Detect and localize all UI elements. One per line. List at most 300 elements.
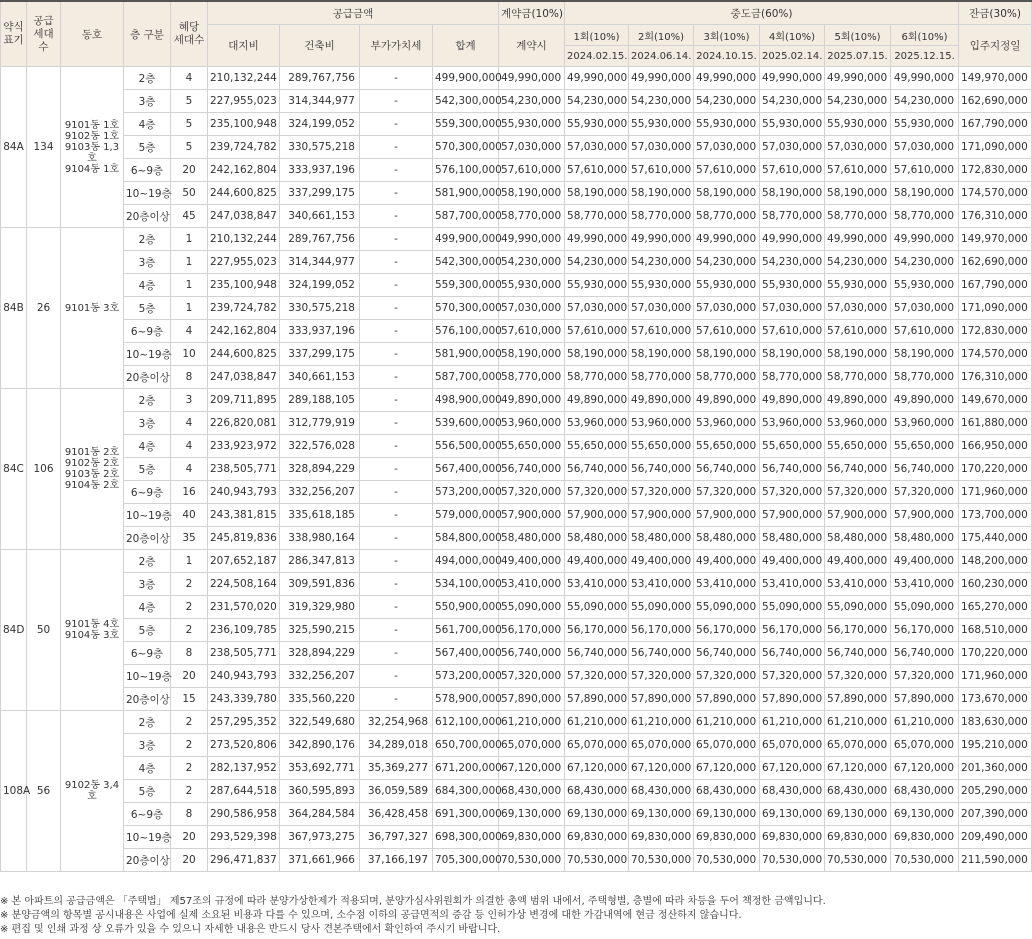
installment-cell: 68,430,000 [891, 780, 959, 803]
contract-cell: 55,930,000 [499, 274, 565, 297]
installment-cell: 56,170,000 [565, 619, 629, 642]
land-cell: 243,339,780 [208, 688, 280, 711]
installment-cell: 57,320,000 [760, 665, 825, 688]
installment-cell: 57,890,000 [629, 688, 694, 711]
floor-cell: 2층 [124, 711, 171, 734]
installment-cell: 69,130,000 [825, 803, 891, 826]
floor-cell: 3층 [124, 251, 171, 274]
vat-cell: - [360, 504, 433, 527]
balance-cell: 173,670,000 [959, 688, 1032, 711]
installment-cell: 57,320,000 [565, 665, 629, 688]
vat-cell: - [360, 251, 433, 274]
vat-cell: - [360, 389, 433, 412]
land-cell: 290,586,958 [208, 803, 280, 826]
land-cell: 247,038,847 [208, 205, 280, 228]
building-cell: 360,595,893 [280, 780, 360, 803]
balance-cell: 172,830,000 [959, 159, 1032, 182]
table-row [1, 205, 1032, 228]
installment-cell: 58,770,000 [760, 205, 825, 228]
installment-cell: 53,960,000 [891, 412, 959, 435]
installment-cell: 58,190,000 [629, 343, 694, 366]
total-cell: 570,300,000 [433, 136, 499, 159]
vat-cell: - [360, 182, 433, 205]
benefit-units-cell: 4 [171, 320, 208, 343]
balance-cell: 162,690,000 [959, 90, 1032, 113]
installment-cell: 68,430,000 [694, 780, 760, 803]
floor-cell: 2층 [124, 67, 171, 90]
installment-cell: 58,190,000 [629, 182, 694, 205]
building-cell: 330,575,218 [280, 136, 360, 159]
installment-cell: 53,960,000 [694, 412, 760, 435]
benefit-units-cell: 5 [171, 136, 208, 159]
installment-cell: 57,610,000 [891, 320, 959, 343]
table-row [1, 619, 1032, 642]
contract-cell: 49,400,000 [499, 550, 565, 573]
table-row [1, 780, 1032, 803]
balance-cell: 166,950,000 [959, 435, 1032, 458]
floor-cell: 3층 [124, 412, 171, 435]
installment-cell: 70,530,000 [629, 849, 694, 872]
table-row [1, 481, 1032, 504]
total-cell: 499,900,000 [433, 67, 499, 90]
land-cell: 247,038,847 [208, 366, 280, 389]
vat-cell: 36,428,458 [360, 803, 433, 826]
installment-cell: 69,830,000 [891, 826, 959, 849]
total-cell: 494,000,000 [433, 550, 499, 573]
contract-cell: 55,090,000 [499, 596, 565, 619]
installment-cell: 55,930,000 [891, 274, 959, 297]
installment-cell: 56,740,000 [565, 642, 629, 665]
vat-cell: - [360, 90, 433, 113]
installment-cell: 57,890,000 [760, 688, 825, 711]
table-row [1, 435, 1032, 458]
installment-cell: 55,930,000 [694, 113, 760, 136]
installment-cell: 56,740,000 [760, 458, 825, 481]
installment-cell: 57,610,000 [565, 320, 629, 343]
balance-cell: 209,490,000 [959, 826, 1032, 849]
installment-cell: 58,480,000 [694, 527, 760, 550]
vat-cell: 32,254,968 [360, 711, 433, 734]
contract-cell: 70,530,000 [499, 849, 565, 872]
balance-cell: 207,390,000 [959, 803, 1032, 826]
installment-cell: 56,740,000 [760, 642, 825, 665]
table-row [1, 826, 1032, 849]
benefit-units-cell: 1 [171, 251, 208, 274]
floor-cell: 10~19층 [124, 343, 171, 366]
header-floor: 층 구분 [124, 1, 171, 67]
vat-cell: - [360, 297, 433, 320]
floor-cell: 5층 [124, 780, 171, 803]
installment-cell: 49,990,000 [891, 228, 959, 251]
floor-cell: 10~19층 [124, 665, 171, 688]
installment-cell: 57,610,000 [629, 320, 694, 343]
total-cell: 498,900,000 [433, 389, 499, 412]
installment-cell: 57,610,000 [760, 320, 825, 343]
table-row [1, 136, 1032, 159]
total-cell: 684,300,000 [433, 780, 499, 803]
contract-cell: 61,210,000 [499, 711, 565, 734]
benefit-units-cell: 40 [171, 504, 208, 527]
header-dong: 동호 [61, 1, 124, 67]
installment-cell: 57,320,000 [891, 665, 959, 688]
installment-cell: 49,890,000 [565, 389, 629, 412]
vat-cell: - [360, 481, 433, 504]
table-row [1, 711, 1032, 734]
table-row [1, 412, 1032, 435]
table-row [1, 90, 1032, 113]
installment-cell: 49,400,000 [629, 550, 694, 573]
header-installment-label: 6회(10%) [891, 25, 959, 46]
installment-cell: 65,070,000 [891, 734, 959, 757]
table-row [1, 228, 1032, 251]
installment-cell: 58,770,000 [565, 205, 629, 228]
total-cell: 576,100,000 [433, 159, 499, 182]
table-row [1, 113, 1032, 136]
installment-cell: 55,090,000 [825, 596, 891, 619]
total-cell: 576,100,000 [433, 320, 499, 343]
installment-cell: 61,210,000 [694, 711, 760, 734]
land-cell: 231,570,020 [208, 596, 280, 619]
contract-cell: 57,030,000 [499, 136, 565, 159]
installment-cell: 58,770,000 [760, 366, 825, 389]
total-cell: 584,800,000 [433, 527, 499, 550]
contract-cell: 65,070,000 [499, 734, 565, 757]
installment-cell: 57,900,000 [825, 504, 891, 527]
building-cell: 312,779,919 [280, 412, 360, 435]
building-cell: 314,344,977 [280, 90, 360, 113]
land-cell: 209,711,895 [208, 389, 280, 412]
vat-cell: 37,166,197 [360, 849, 433, 872]
land-cell: 282,137,952 [208, 757, 280, 780]
header-land: 대지비 [208, 25, 280, 67]
balance-cell: 176,310,000 [959, 205, 1032, 228]
benefit-units-cell: 35 [171, 527, 208, 550]
installment-cell: 57,030,000 [760, 297, 825, 320]
installment-cell: 55,930,000 [565, 113, 629, 136]
units-cell: 50 [27, 550, 61, 711]
benefit-units-cell: 2 [171, 596, 208, 619]
land-cell: 239,724,782 [208, 297, 280, 320]
installment-cell: 57,900,000 [891, 504, 959, 527]
land-cell: 210,132,244 [208, 228, 280, 251]
header-installment-label: 4회(10%) [760, 25, 825, 46]
installment-cell: 57,030,000 [629, 136, 694, 159]
header-total: 합계 [433, 25, 499, 67]
building-cell: 328,894,229 [280, 458, 360, 481]
floor-cell: 5층 [124, 458, 171, 481]
installment-cell: 57,320,000 [760, 481, 825, 504]
floor-cell: 6~9층 [124, 320, 171, 343]
vat-cell: - [360, 665, 433, 688]
benefit-units-cell: 20 [171, 826, 208, 849]
table-row [1, 251, 1032, 274]
installment-cell: 49,890,000 [825, 389, 891, 412]
installment-cell: 54,230,000 [565, 90, 629, 113]
building-cell: 335,618,185 [280, 504, 360, 527]
balance-cell: 174,570,000 [959, 343, 1032, 366]
header-installment-date: 2024.02.15. [565, 46, 629, 67]
benefit-units-cell: 16 [171, 481, 208, 504]
balance-cell: 175,440,000 [959, 527, 1032, 550]
floor-cell: 2층 [124, 228, 171, 251]
installment-cell: 49,990,000 [629, 67, 694, 90]
land-cell: 227,955,023 [208, 251, 280, 274]
type-cell: 84B [1, 228, 27, 389]
header-installment-label: 5회(10%) [825, 25, 891, 46]
installment-cell: 55,090,000 [891, 596, 959, 619]
installment-cell: 53,960,000 [825, 412, 891, 435]
contract-cell: 54,230,000 [499, 90, 565, 113]
installment-cell: 68,430,000 [760, 780, 825, 803]
balance-cell: 170,220,000 [959, 642, 1032, 665]
table-header [1, 1, 1032, 67]
installment-cell: 58,190,000 [825, 343, 891, 366]
header-balance: 잔금(30%) [959, 1, 1032, 25]
dong-cell: 9101동 1호 9102동 1호 9103동 1,3호 9104동 1호 [61, 67, 124, 228]
building-cell: 289,767,756 [280, 67, 360, 90]
floor-cell: 5층 [124, 297, 171, 320]
vat-cell: - [360, 435, 433, 458]
building-cell: 324,199,052 [280, 274, 360, 297]
floor-cell: 10~19층 [124, 826, 171, 849]
installment-cell: 58,770,000 [694, 366, 760, 389]
installment-cell: 55,930,000 [760, 274, 825, 297]
installment-cell: 49,890,000 [760, 389, 825, 412]
installment-cell: 55,090,000 [694, 596, 760, 619]
installment-cell: 57,320,000 [891, 481, 959, 504]
land-cell: 235,100,948 [208, 113, 280, 136]
contract-cell: 58,770,000 [499, 205, 565, 228]
table-row [1, 527, 1032, 550]
installment-cell: 56,740,000 [891, 458, 959, 481]
header-supply-price: 공급금액 [208, 1, 499, 25]
table-row [1, 596, 1032, 619]
installment-cell: 70,530,000 [565, 849, 629, 872]
land-cell: 293,529,398 [208, 826, 280, 849]
dong-cell: 9101동 2호 9102동 2호 9103동 2호 9104동 2호 [61, 389, 124, 550]
footnotes [0, 895, 1000, 937]
installment-cell: 54,230,000 [694, 251, 760, 274]
installment-cell: 58,480,000 [891, 527, 959, 550]
contract-cell: 58,190,000 [499, 343, 565, 366]
installment-cell: 54,230,000 [629, 90, 694, 113]
land-cell: 210,132,244 [208, 67, 280, 90]
table-row [1, 642, 1032, 665]
land-cell: 227,955,023 [208, 90, 280, 113]
benefit-units-cell: 1 [171, 274, 208, 297]
floor-cell: 20층이상 [124, 849, 171, 872]
land-cell: 242,162,804 [208, 320, 280, 343]
table-body [1, 67, 1032, 872]
benefit-units-cell: 2 [171, 619, 208, 642]
benefit-units-cell: 2 [171, 757, 208, 780]
installment-cell: 54,230,000 [760, 90, 825, 113]
installment-cell: 58,480,000 [629, 527, 694, 550]
installment-cell: 49,890,000 [629, 389, 694, 412]
benefit-units-cell: 8 [171, 803, 208, 826]
balance-cell: 171,090,000 [959, 136, 1032, 159]
floor-cell: 3층 [124, 573, 171, 596]
installment-cell: 53,410,000 [760, 573, 825, 596]
building-cell: 322,549,680 [280, 711, 360, 734]
installment-cell: 53,410,000 [891, 573, 959, 596]
balance-cell: 167,790,000 [959, 274, 1032, 297]
table-row [1, 665, 1032, 688]
installment-cell: 49,400,000 [825, 550, 891, 573]
installment-cell: 58,480,000 [565, 527, 629, 550]
total-cell: 612,100,000 [433, 711, 499, 734]
benefit-units-cell: 1 [171, 550, 208, 573]
installment-cell: 56,170,000 [694, 619, 760, 642]
installment-cell: 57,320,000 [825, 665, 891, 688]
installment-cell: 67,120,000 [565, 757, 629, 780]
balance-cell: 149,970,000 [959, 67, 1032, 90]
balance-cell: 174,570,000 [959, 182, 1032, 205]
vat-cell: - [360, 458, 433, 481]
installment-cell: 69,830,000 [825, 826, 891, 849]
land-cell: 235,100,948 [208, 274, 280, 297]
contract-cell: 56,740,000 [499, 642, 565, 665]
installment-cell: 58,770,000 [629, 205, 694, 228]
installment-cell: 49,890,000 [694, 389, 760, 412]
floor-cell: 20층이상 [124, 688, 171, 711]
installment-cell: 67,120,000 [629, 757, 694, 780]
installment-cell: 53,410,000 [694, 573, 760, 596]
table-row [1, 504, 1032, 527]
installment-cell: 56,170,000 [825, 619, 891, 642]
installment-cell: 55,090,000 [565, 596, 629, 619]
installment-cell: 57,900,000 [760, 504, 825, 527]
building-cell: 337,299,175 [280, 343, 360, 366]
floor-cell: 6~9층 [124, 642, 171, 665]
installment-cell: 55,650,000 [694, 435, 760, 458]
land-cell: 273,520,806 [208, 734, 280, 757]
installment-cell: 55,930,000 [760, 113, 825, 136]
header-contract-time: 계약시 [499, 25, 565, 67]
total-cell: 573,200,000 [433, 665, 499, 688]
building-cell: 324,199,052 [280, 113, 360, 136]
benefit-units-cell: 15 [171, 688, 208, 711]
table-row [1, 757, 1032, 780]
land-cell: 226,820,081 [208, 412, 280, 435]
footnote: ※ 분양금액의 항목별 공시내용은 사업에 실제 소요된 비용과 다를 수 있으며, 소수점 이하의 공급면적의 증감 등 인허가상 변경에 대한 가감내역에 현금 정산하지 않습니다. [0, 910, 742, 921]
installment-cell: 57,030,000 [565, 136, 629, 159]
installment-cell: 57,610,000 [825, 159, 891, 182]
installment-cell: 49,400,000 [694, 550, 760, 573]
header-benefit-units: 혜당 세대수 [171, 1, 208, 67]
installment-cell: 57,610,000 [891, 159, 959, 182]
total-cell: 705,300,000 [433, 849, 499, 872]
contract-cell: 54,230,000 [499, 251, 565, 274]
balance-cell: 176,310,000 [959, 366, 1032, 389]
installment-cell: 58,190,000 [891, 182, 959, 205]
installment-cell: 56,740,000 [629, 642, 694, 665]
installment-cell: 56,170,000 [891, 619, 959, 642]
total-cell: 691,300,000 [433, 803, 499, 826]
installment-cell: 57,030,000 [825, 297, 891, 320]
building-cell: 325,590,215 [280, 619, 360, 642]
floor-cell: 4층 [124, 435, 171, 458]
building-cell: 342,890,176 [280, 734, 360, 757]
balance-cell: 201,360,000 [959, 757, 1032, 780]
floor-cell: 4층 [124, 596, 171, 619]
balance-cell: 211,590,000 [959, 849, 1032, 872]
type-cell: 84A [1, 67, 27, 228]
installment-cell: 57,900,000 [629, 504, 694, 527]
contract-cell: 58,190,000 [499, 182, 565, 205]
contract-cell: 57,030,000 [499, 297, 565, 320]
table-row [1, 849, 1032, 872]
installment-cell: 49,990,000 [694, 228, 760, 251]
contract-cell: 56,170,000 [499, 619, 565, 642]
land-cell: 245,819,836 [208, 527, 280, 550]
vat-cell: - [360, 573, 433, 596]
total-cell: 559,300,000 [433, 113, 499, 136]
building-cell: 338,980,164 [280, 527, 360, 550]
installment-cell: 49,990,000 [629, 228, 694, 251]
vat-cell: - [360, 366, 433, 389]
balance-cell: 167,790,000 [959, 113, 1032, 136]
benefit-units-cell: 8 [171, 366, 208, 389]
contract-cell: 55,650,000 [499, 435, 565, 458]
table-row [1, 274, 1032, 297]
header-installment-date: 2025.12.15. [891, 46, 959, 67]
building-cell: 333,937,196 [280, 320, 360, 343]
total-cell: 581,900,000 [433, 182, 499, 205]
installment-cell: 57,030,000 [891, 136, 959, 159]
header-installment-label: 2회(10%) [629, 25, 694, 46]
vat-cell: - [360, 320, 433, 343]
installment-cell: 49,890,000 [891, 389, 959, 412]
balance-cell: 183,630,000 [959, 711, 1032, 734]
installment-cell: 56,740,000 [694, 458, 760, 481]
floor-cell: 20층이상 [124, 366, 171, 389]
building-cell: 322,576,028 [280, 435, 360, 458]
dong-cell: 9101동 4호 9104동 3호 [61, 550, 124, 711]
contract-cell: 68,430,000 [499, 780, 565, 803]
balance-cell: 171,960,000 [959, 665, 1032, 688]
installment-cell: 58,770,000 [891, 366, 959, 389]
dong-cell: 9102동 3,4호 [61, 711, 124, 872]
building-cell: 319,329,980 [280, 596, 360, 619]
floor-cell: 20층이상 [124, 205, 171, 228]
installment-cell: 54,230,000 [694, 90, 760, 113]
land-cell: 238,505,771 [208, 458, 280, 481]
installment-cell: 57,030,000 [891, 297, 959, 320]
installment-cell: 58,480,000 [760, 527, 825, 550]
balance-cell: 162,690,000 [959, 251, 1032, 274]
total-cell: 559,300,000 [433, 274, 499, 297]
installment-cell: 57,610,000 [694, 320, 760, 343]
land-cell: 236,109,785 [208, 619, 280, 642]
building-cell: 328,894,229 [280, 642, 360, 665]
land-cell: 240,943,793 [208, 481, 280, 504]
total-cell: 570,300,000 [433, 297, 499, 320]
installment-cell: 57,320,000 [825, 481, 891, 504]
table-row [1, 803, 1032, 826]
table-row [1, 734, 1032, 757]
total-cell: 573,200,000 [433, 481, 499, 504]
balance-cell: 205,290,000 [959, 780, 1032, 803]
footnote: ※ 본 아파트의 공급금액은 「주택법」 제57조의 규정에 따라 분양가상한제가 적용되며, 분양가심사위원회가 의결한 총액 범위 내에서, 주택형별, 층별에 따라 차등을 두어 책정한 금액입니다. [0, 896, 826, 907]
floor-cell: 5층 [124, 619, 171, 642]
installment-cell: 49,990,000 [760, 67, 825, 90]
balance-cell: 171,090,000 [959, 297, 1032, 320]
floor-cell: 4층 [124, 274, 171, 297]
building-cell: 289,188,105 [280, 389, 360, 412]
land-cell: 244,600,825 [208, 343, 280, 366]
installment-cell: 54,230,000 [760, 251, 825, 274]
